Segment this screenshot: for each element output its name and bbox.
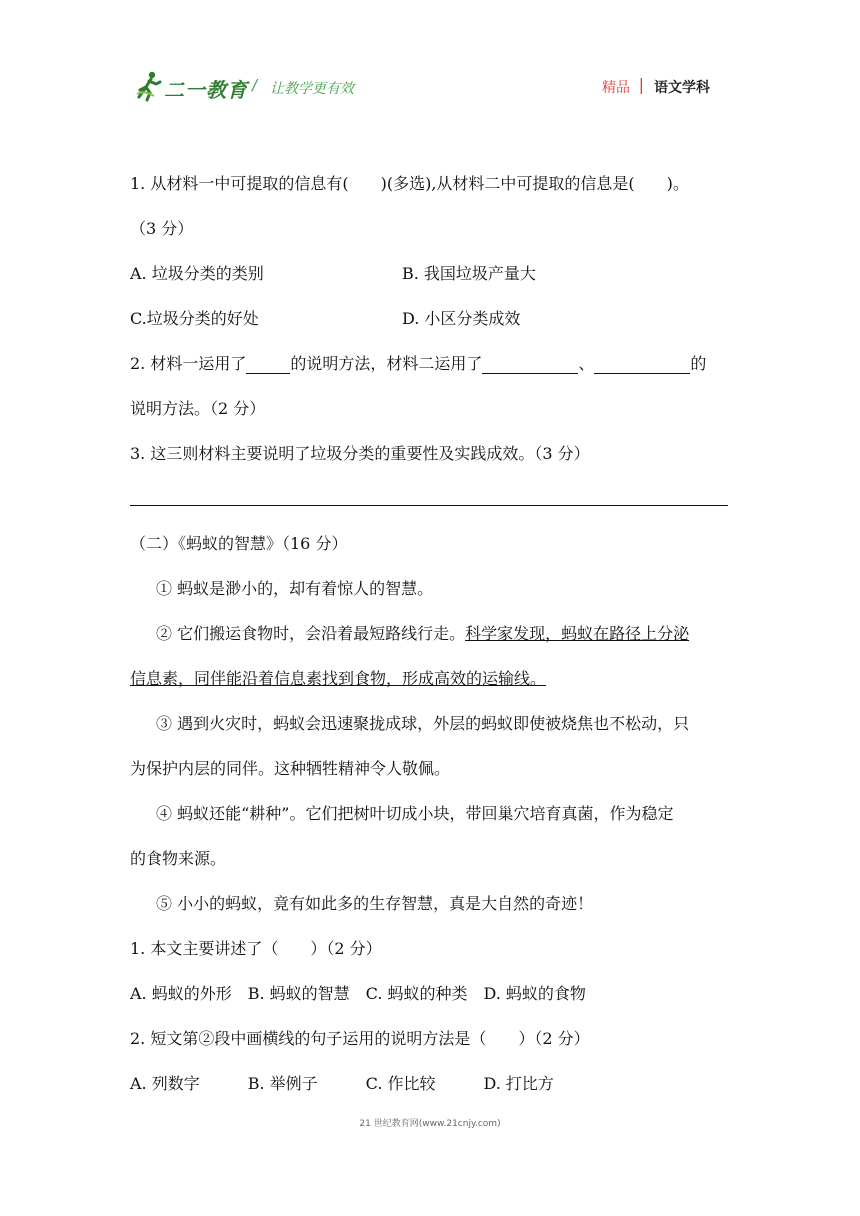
question-2-part-a: 2. 材料一运用了	[130, 354, 247, 373]
question-2-part-c: 、	[578, 354, 595, 373]
page-footer: 21 世纪教育网(www.21cnjy.com)	[359, 1119, 501, 1129]
section-2-question-1: 1. 本文主要讲述了（ ）（2 分）	[130, 939, 382, 958]
section-2-question-2: 2. 短文第②段中画横线的句子运用的说明方法是（ ）（2 分）	[130, 1029, 590, 1048]
answer-blank-2[interactable]	[482, 357, 578, 374]
answer-line[interactable]	[130, 505, 728, 506]
tag-premium: 精品	[602, 80, 630, 96]
underlined-sentence-part2: 信息素，同伴能沿着信息素找到食物，形成高效的运输线。	[130, 669, 547, 688]
section-2-question-1-options: A. 蚂蚁的外形 B. 蚂蚁的智慧 C. 蚂蚁的种类 D. 蚂蚁的食物	[130, 984, 586, 1003]
question-1-line2: （3 分）	[130, 219, 194, 238]
header-separator: /	[252, 76, 258, 94]
paragraph-4-line1: ④ 蚂蚁还能“耕种”。它们把树叶切成小块，带回巢穴培育真菌，作为稳定	[156, 804, 674, 823]
paragraph-4-line2: 的食物来源。	[130, 849, 227, 868]
option-a: A. 垃圾分类的类别	[130, 264, 264, 283]
underlined-sentence-part1: 科学家发现，蚂蚁在路径上分泌	[465, 624, 690, 643]
brand-slogan: 让教学更有效	[270, 81, 354, 97]
paragraph-2-part-a: ② 它们搬运食物时，会沿着最短路线行走。	[156, 624, 466, 643]
option-b: B. 我国垃圾产量大	[402, 264, 536, 283]
runner-logo-icon	[136, 70, 162, 102]
option-c: C.垃圾分类的好处	[130, 309, 259, 328]
section-2-title: （二）《蚂蚁的智慧》（16 分）	[130, 534, 348, 553]
question-2-part-d: 的	[690, 354, 707, 373]
option-row-1	[130, 264, 264, 284]
tag-subject: 语文学科	[654, 80, 710, 96]
question-1-line1: 1. 从材料一中可提取的信息有( )(多选),从材料二中可提取的信息是( )。	[130, 174, 689, 193]
paragraph-1: ① 蚂蚁是渺小的，却有着惊人的智慧。	[156, 579, 434, 598]
question-2-line1	[130, 354, 706, 374]
paragraph-5: ⑤ 小小的蚂蚁，竟有如此多的生存智慧，真是大自然的奇迹！	[156, 894, 594, 913]
question-3: 3. 这三则材料主要说明了垃圾分类的重要性及实践成效。（3 分）	[130, 444, 590, 463]
page-header	[130, 68, 730, 108]
answer-blank-3[interactable]	[594, 357, 690, 374]
answer-blank-1[interactable]	[246, 357, 290, 374]
paragraph-3-line1: ③ 遇到火灾时，蚂蚁会迅速聚拢成球，外层的蚂蚁即使被烧焦也不松动，只	[156, 714, 690, 733]
paragraph-3-line2: 为保护内层的同伴。这种牺牲精神令人敬佩。	[130, 759, 451, 778]
paragraph-2-line1	[156, 624, 689, 644]
tag-divider: |	[638, 75, 644, 94]
question-2-line2: 说明方法。（2 分）	[130, 399, 266, 418]
brand-name: 二一教育	[164, 78, 248, 102]
section-2-question-2-options: A. 列数字 B. 举例子 C. 作比较 D. 打比方	[130, 1074, 554, 1093]
option-d: D. 小区分类成效	[402, 309, 521, 328]
question-2-part-b: 的说明方法，材料二运用了	[290, 354, 483, 373]
